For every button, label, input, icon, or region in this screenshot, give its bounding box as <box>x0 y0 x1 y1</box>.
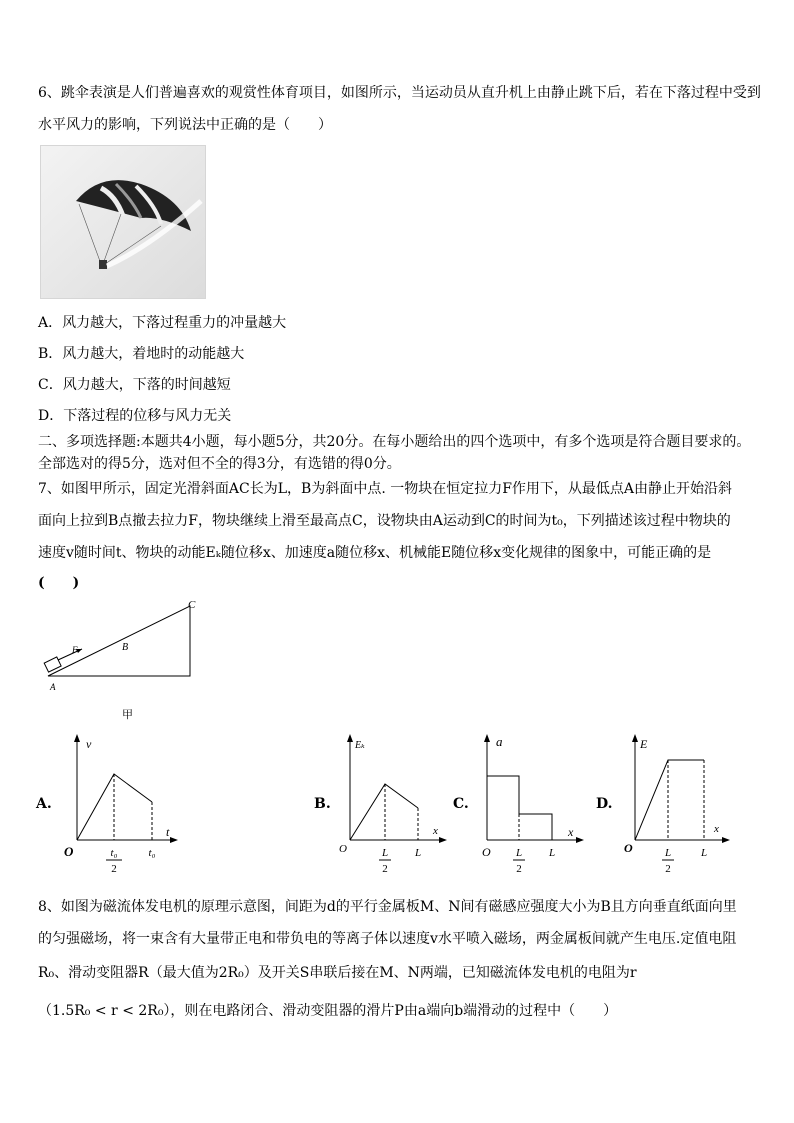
origin-label: O <box>482 845 491 859</box>
q8-stem-line3: R₀、滑动变阻器R（最大值为2R₀）及开关S串联后接在M、N两端，已知磁流体发电机的电阻为r <box>38 965 637 981</box>
tick-half-den: 2 <box>111 863 117 875</box>
q6-stem-line2: 水平风力的影响，下列说法中正确的是（ ） <box>38 117 332 133</box>
q6-option-a: A．风力越大，下落过程重力的冲量越大 <box>38 315 287 331</box>
q7-answer-brackets: ( ) <box>38 575 80 591</box>
q7-stem-line1: 7、如图甲所示，固定光滑斜面AC长为L，B为斜面中点. 一物块在恒定拉力F作用下，从最低点A由静止开始沿斜 <box>38 481 733 497</box>
q7-option-c-label: C. <box>453 796 469 812</box>
x-axis-label: x <box>433 825 438 837</box>
y-axis-label: E <box>640 737 648 751</box>
label-f: F <box>72 645 78 655</box>
q8-stem-line2: 的匀强磁场，将一束含有大量带正电和带负电的等离子体以速度v水平喷入磁场，两金属板间就产生电压.定值电阻 <box>38 931 737 947</box>
q7-stem-line2: 面向上拉到B点撤去拉力F，物块继续上滑至最高点C，设物块由A运动到C的时间为t₀，下列描述该过程中物块的 <box>38 513 731 529</box>
y-axis-label: Eₖ <box>355 740 365 751</box>
q7-stem-line3: 速度v随时间t、物块的动能Eₖ随位移x、加速度a随位移x、机械能E随位移x变化规律的图象中，可能正确的是 <box>38 545 712 561</box>
tick-full: L <box>414 847 422 859</box>
x-axis-label: x <box>714 823 719 835</box>
graph-c-acceleration <box>472 732 587 877</box>
tick-half-den: 2 <box>516 863 522 875</box>
tick-full: L <box>548 847 556 859</box>
x-axis-label: x <box>568 825 574 839</box>
q7-option-a-label: A. <box>36 796 52 812</box>
x-axis-label: t <box>166 825 170 839</box>
tick-full: t₀ <box>148 847 156 859</box>
graph-d-mechanical-energy <box>620 732 735 877</box>
y-axis-label: a <box>496 734 503 749</box>
graph-b-kinetic-energy <box>335 732 450 877</box>
q6-option-b: B．风力越大，着地时的动能越大 <box>38 346 245 362</box>
tick-half-num: t₀ <box>110 847 118 859</box>
section2-line1: 二、多项选择题:本题共4小题，每小题5分，共20分。在每小题给出的四个选项中，有多个选项是符合题目要求的。 <box>38 434 751 450</box>
q7-option-d-label: D. <box>596 796 613 812</box>
q6-stem-line1: 6、跳伞表演是人们普遍喜欢的观赏性体育项目，如图所示，当运动员从直升机上由静止跳下后，若在下落过程中受到 <box>38 85 761 101</box>
section2-line2: 全部选对的得5分，选对但不全的得3分，有选错的得0分。 <box>38 456 401 472</box>
label-b: B <box>122 642 129 653</box>
q6-option-c: C．风力越大，下落的时间越短 <box>38 377 231 393</box>
tick-half-num: L <box>381 847 389 859</box>
parachute-photo <box>40 145 206 299</box>
tick-half-den: 2 <box>665 863 671 875</box>
graph-a-velocity-time <box>62 732 182 877</box>
tick-half-den: 2 <box>382 863 388 875</box>
incline-figure <box>38 598 218 726</box>
origin-label: O <box>64 844 74 859</box>
tick-half-num: L <box>515 847 523 859</box>
label-a: A <box>50 682 56 692</box>
tick-half-num: L <box>664 847 672 859</box>
y-axis-label: v <box>86 737 92 751</box>
q8-stem-line4: （1.5R₀ < r < 2R₀），则在电路闭合、滑动变阻器的滑片P由a端向b端滑动的过程中（ ） <box>38 1003 618 1019</box>
tick-full: L <box>700 847 708 859</box>
q6-option-d: D．下落过程的位移与风力无关 <box>38 408 232 424</box>
label-c: C <box>188 599 196 611</box>
q8-stem-line1: 8、如图为磁流体发电机的原理示意图，间距为d的平行金属板M、N间有磁感应强度大小为B且方向垂直纸面向里 <box>38 899 737 915</box>
origin-label: O <box>624 841 633 855</box>
figure-caption: 甲 <box>122 709 133 721</box>
origin-label: O <box>339 843 347 855</box>
q7-option-b-label: B. <box>314 796 331 812</box>
